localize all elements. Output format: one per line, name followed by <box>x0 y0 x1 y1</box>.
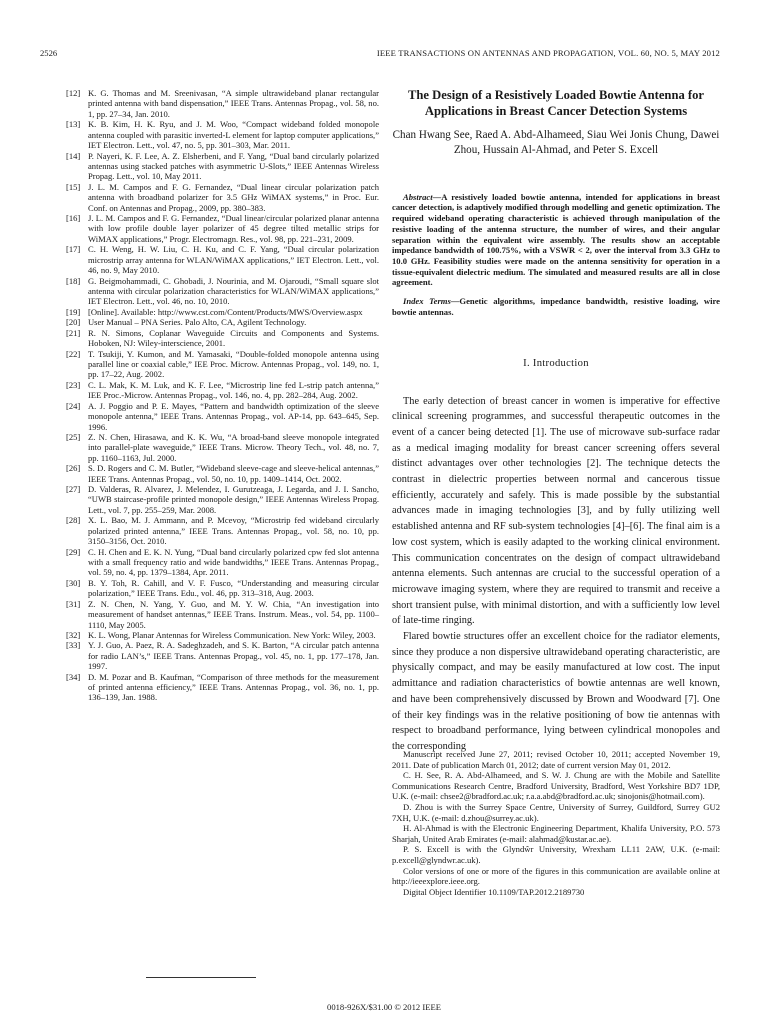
reference-number: [32] <box>66 629 81 640</box>
reference-text: D. Valderas, R. Alvarez, J. Melendez, I. Gurutzeaga, J. Legarda, and J. I. Sancho, “UWB staircase-profile printed monopole design,” IEEE Antennas Wireless Propag. Lett., vol. 7, pp. 255–259, Mar. 2008. <box>88 484 379 515</box>
reference-text: K. L. Wong, Planar Antennas for Wireless Communication. New York: Wiley, 2003. <box>88 629 376 640</box>
reference-item <box>66 630 379 640</box>
reference-text: [Online]. Available: http://www.cst.com/Content/Products/MWS/Overview.aspx <box>88 306 363 317</box>
reference-item <box>66 484 379 515</box>
reference-number: [27] <box>66 484 81 495</box>
reference-item <box>66 182 379 213</box>
footnote: Manuscript received June 27, 2011; revised October 10, 2011; accepted November 19, 2011. Date of publication March 01, 2012; date of current version May 01, 2012. <box>392 749 720 770</box>
footnote: C. H. See, R. A. Abd-Alhameed, and S. W. J. Chung are with the Mobile and Satellite Communications Research Centre, Bradford University, Bradford, West Yorkshire BD7 1DP, U.K. (e-mail: chsee2@bradford.ac.uk; r.a.a.abd@bradford.ac.uk; sinojonis@hotmail.com). <box>392 770 720 802</box>
paragraph: Flared bowtie structures offer an excellent choice for the radiator elements, since they produce a non dispersive ultrawideband operating characteristic, are physically compact, and may be easily manufactured at low cost. The input admittance and radiation characteristics of bowtie antennas are well known, and have been comprehensively discussed by Brown and Woodward [7]. One of their key findings was in the relative positioning of bow tie antennas with respect to broadband performance, lying between cylindrical monopoles and the corresponding <box>392 631 720 752</box>
reference-text: Y. J. Guo, A. Paez, R. A. Sadeghzadeh, and S. K. Barton, “A circular patch antenna for radio LAN’s,” IEEE Trans. Antennas Propag., vol. 45, no. 1, pp. 177–178, Jan. 1997. <box>88 640 379 672</box>
article-title: The Design of a Resistively Loaded Bowtie Antenna for Applications in Breast Cancer Detection Systems <box>408 88 704 118</box>
reference-text: C. H. Chen and E. K. N. Yung, “Dual band circularly polarized cpw fed slot antenna with a small frequency ratio and wide bandwidths,” IEEE Trans. Antennas Propag., vol. 59, no. 4, pp. 1379–1384, Apr. 2011. <box>88 546 379 578</box>
reference-text: S. D. Rogers and C. M. Butler, “Wideband sleeve-cage and sleeve-helical antennas,” IEEE Trans. Antennas Propag., vol. 50, no. 10, pp. 1409–1414, Oct. 2002. <box>88 463 379 484</box>
index-terms-text: Genetic algorithms, impedance bandwidth, resistive loading, wire bowtie antennas. <box>392 296 721 317</box>
reference-item <box>66 328 379 349</box>
reference-number: [21] <box>66 327 81 338</box>
reference-item <box>66 213 379 244</box>
reference-list <box>66 88 379 703</box>
reference-item <box>66 432 379 463</box>
reference-item <box>66 276 379 307</box>
reference-text: C. H. Weng, H. W. Liu, C. H. Ku, and C. F. Yang, “Dual circular polarization microstrip array antenna for WLAN/WiMAX applications,” IET Electron. Lett., vol. 46, no. 9, May 2010. <box>88 244 379 276</box>
reference-item <box>66 244 379 275</box>
reference-number: [19] <box>66 306 81 317</box>
reference-text: T. Tsukiji, Y. Kumon, and M. Yamasaki, “Double-folded monopole antenna using parallel line or coaxial cable,” IEE Proc. Microw. Antennas Propag., vol. 149, no. 1, pp. 17–22, Aug. 2002. <box>88 348 379 380</box>
abstract <box>392 192 720 288</box>
reference-number: [20] <box>66 317 81 328</box>
reference-text: R. N. Simons, Coplanar Waveguide Circuits and Components and Systems. Hoboken, NJ: Wiley-interscience, 2001. <box>88 327 379 349</box>
reference-item <box>66 349 379 380</box>
reference-number: [33] <box>66 640 81 651</box>
reference-text: User Manual – PNA Series. Palo Alto, CA, Agilent Technology. <box>88 317 307 328</box>
reference-number: [28] <box>66 515 81 526</box>
reference-item <box>66 640 379 671</box>
reference-text: K. G. Thomas and M. Sreenivasan, “A simple ultrawideband planar rectangular printed antenna with band dispensation,” IEEE Trans. Antennas Propag., vol. 58, no. 1, pp. 27–34, Jan. 2010. <box>88 88 379 119</box>
reference-text: B. Y. Toh, R. Cahill, and V. F. Fusco, “Understanding and measuring circular polarization,” IEEE Trans. Edu., vol. 46, pp. 313–318, Aug. 2003. <box>88 577 379 599</box>
reference-number: [23] <box>66 379 81 390</box>
reference-text: D. M. Pozar and B. Kaufman, “Comparison of three methods for the measurement of printed antenna efficiency,” IEEE Trans. Antennas Propag., vol. 36, no. 1, pp. 136–139, Jan. 1988. <box>88 671 379 703</box>
article-column <box>392 88 720 755</box>
body-text <box>392 394 720 755</box>
journal-name: IEEE TRANSACTIONS ON ANTENNAS AND PROPAGATION, VOL. 60, NO. 5, MAY 2012 <box>376 48 720 58</box>
reference-number: [25] <box>66 431 81 442</box>
reference-number: [30] <box>66 577 81 588</box>
reference-text: J. L. M. Campos and F. G. Fernandez, “Dual linear circular polarization patch antenna with broadband polarizer for 3.5 GHz WiMAX systems,” in Proc. Eur. Conf. on Antennas and Propag., 2009, pp. 380–383. <box>88 181 379 213</box>
reference-number: [24] <box>66 400 81 411</box>
section-heading: I. Introduction <box>523 357 589 369</box>
reference-item <box>66 401 379 432</box>
copyright-line: 0018-926X/$31.00 © 2012 IEEE <box>327 1002 441 1012</box>
footnote: H. Al-Ahmad is with the Electronic Engineering Department, Khalifa University, P.O. 573 Sharjah, United Arab Emirates (e-mail: alahmad@kustar.ac.ae). <box>392 823 720 844</box>
reference-item <box>66 151 379 182</box>
reference-text: C. L. Mak, K. M. Luk, and K. F. Lee, “Microstrip line fed L-strip patch antenna,” IEE Proc.-Microw. Antennas Propag., vol. 146, no. 4, pp. 282–284, Aug. 2002. <box>88 379 379 401</box>
reference-text: J. L. M. Campos and F. G. Fernandez, “Dual linear/circular polarized planar antenna with low profile double layer polarizer of 45 degree tilted metallic strips for WiMAX applications,” Progr. Electromagn. Res., vol. 98, pp. 221–231, 2009. <box>88 213 379 244</box>
reference-number: [16] <box>66 213 81 224</box>
reference-item <box>66 88 379 119</box>
reference-number: [34] <box>66 671 81 682</box>
reference-text: A. J. Poggio and P. E. Mayes, “Pattern and bandwidth optimization of the sleeve monopole antenna,” IEEE Trans. Antennas Propag., vol. AP-14, pp. 643–645, Sep. 1996. <box>88 400 379 432</box>
index-terms-label: Index Terms— <box>403 296 460 307</box>
abstract-text: A resistively loaded bowtie antenna, intended for applications in breast cancer detection, is adaptively modified through modelling and genetic optimization. The required wideband operating characteristic is achieved through manipulation of the resistive loading of the antenna structure, the number of wires, and their angular separation within the equivalent wire assembly. The results show an acceptable impedance bandwidth of 100.75%, with a VSWR < 2, over the interval from 3.3 GHz to 10.0 GHz. Feasibility studies were made on the antenna sensitivity for operation in a tissue-equivalent dielectric medium. The simulated and measured results are all in close agreement. <box>392 191 720 288</box>
reference-item <box>66 672 379 703</box>
abstract-label: Abstract— <box>403 191 442 202</box>
reference-number: [14] <box>66 150 81 161</box>
reference-item <box>66 463 379 484</box>
reference-text: X. L. Bao, M. J. Ammann, and P. Mcevoy, “Microstrip fed wideband circularly polarized printed antenna,” IEEE Trans. Antennas Propag., vol. 58, no. 10, pp. 3150–3156, Oct. 2010. <box>88 515 379 547</box>
index-terms <box>392 296 720 317</box>
reference-text: Z. N. Chen, N. Yang, Y. Guo, and M. Y. W. Chia, “An investigation into measurement of handset antennas,” IEEE Trans. Instrum. Meas., vol. 54, pp. 1100–1110, May 2005. <box>88 598 379 630</box>
reference-item <box>66 515 379 546</box>
page-number: 2526 <box>40 48 58 58</box>
footnote: Color versions of one or more of the figures in this communication are available online at http://ieeexplore.ieee.org. <box>392 865 720 887</box>
footnotes <box>392 749 720 897</box>
column-rule <box>146 977 256 978</box>
reference-item <box>66 380 379 401</box>
reference-item <box>66 547 379 578</box>
reference-item <box>66 599 379 630</box>
reference-item <box>66 578 379 599</box>
reference-item <box>66 119 379 150</box>
footnote: D. Zhou is with the Surrey Space Centre, University of Surrey, Guildford, Surrey GU2 7XH, U.K. (e-mail: d.zhou@surrey.ac.uk). <box>392 801 720 823</box>
reference-number: [18] <box>66 275 81 286</box>
reference-number: [31] <box>66 598 81 609</box>
reference-number: [12] <box>66 88 81 98</box>
footnote: P. S. Excell is with the Glyndŵr University, Wrexham LL11 2AW, U.K. (e-mail: p.excell@glyndwr.ac.uk). <box>392 844 720 865</box>
references-column <box>66 88 379 703</box>
reference-text: Z. N. Chen, Hirasawa, and K. K. Wu, “A broad-band sleeve monopole integrated into parallel-plate waveguide,” IEEE Trans. Microw. Theory Tech., vol. 48, no. 7, pp. 1160–1163, Jul. 2000. <box>88 431 379 463</box>
reference-number: [26] <box>66 463 81 474</box>
reference-number: [15] <box>66 181 81 192</box>
reference-text: P. Nayeri, K. F. Lee, A. Z. Elsherbeni, and F. Yang, “Dual band circularly polarized antennas using stacked patches with asymmetric U-Slots,” IEEE Antennas Wireless Propag. Lett., vol. 10, May 2011. <box>88 150 379 182</box>
reference-number: [22] <box>66 348 81 359</box>
reference-item <box>66 317 379 327</box>
footnote: Digital Object Identifier 10.1109/TAP.2012.2189730 <box>403 886 585 897</box>
reference-text: G. Beigmohammadi, C. Ghobadi, J. Nourinia, and M. Ojaroudi, “Small square slot antenna with circular polarization characteristics for WLAN/WiMAX applications,” IET Electron. Lett., vol. 46, no. 10, 2010. <box>88 275 379 307</box>
reference-item <box>66 307 379 317</box>
reference-number: [29] <box>66 546 81 557</box>
article-authors: Chan Hwang See, Raed A. Abd-Alhameed, Siau Wei Jonis Chung, Dawei Zhou, Hussain Al-Ahmad, and Peter S. Excell <box>392 129 720 157</box>
paragraph: The early detection of breast cancer in women is imperative for effective clinical screening programmes, and successful therapeutic outcomes in the event of a cancer being detected [1]. The use of microwave sub-surface radar as a medical imaging modality for breast cancer screening offers several distinct advantages over other technologies [2]. The technique detects the contrast in dielectric properties between normal and cancerous tissue efficiently, accurately and safely. This is made possible by the substantial advances made in imaging technologies [3], and by fully utilizing well established antenna and RF sub-system technologies [4]–[6]. The final aim is a low cost system, which is easily adapted to the working clinical environment. This communication concentrates on the design of compact ultrawideband antenna elements. Such antennas are crucial to the successful operation of a microwave imaging system, where they are required to transmit and receive a short transient pulse, with minimal distortion, and with a sufficiently low level of late-time ringing. <box>392 395 720 627</box>
reference-text: K. B. Kim, H. K. Ryu, and J. M. Woo, “Compact wideband folded monopole antenna coupled with parasitic inverted-L element for laptop computer applications,” IET Electron. Lett., vol. 47, no. 5, pp. 301–303, Mar. 2011. <box>88 119 379 151</box>
reference-number: [13] <box>66 119 81 130</box>
reference-number: [17] <box>66 244 81 255</box>
